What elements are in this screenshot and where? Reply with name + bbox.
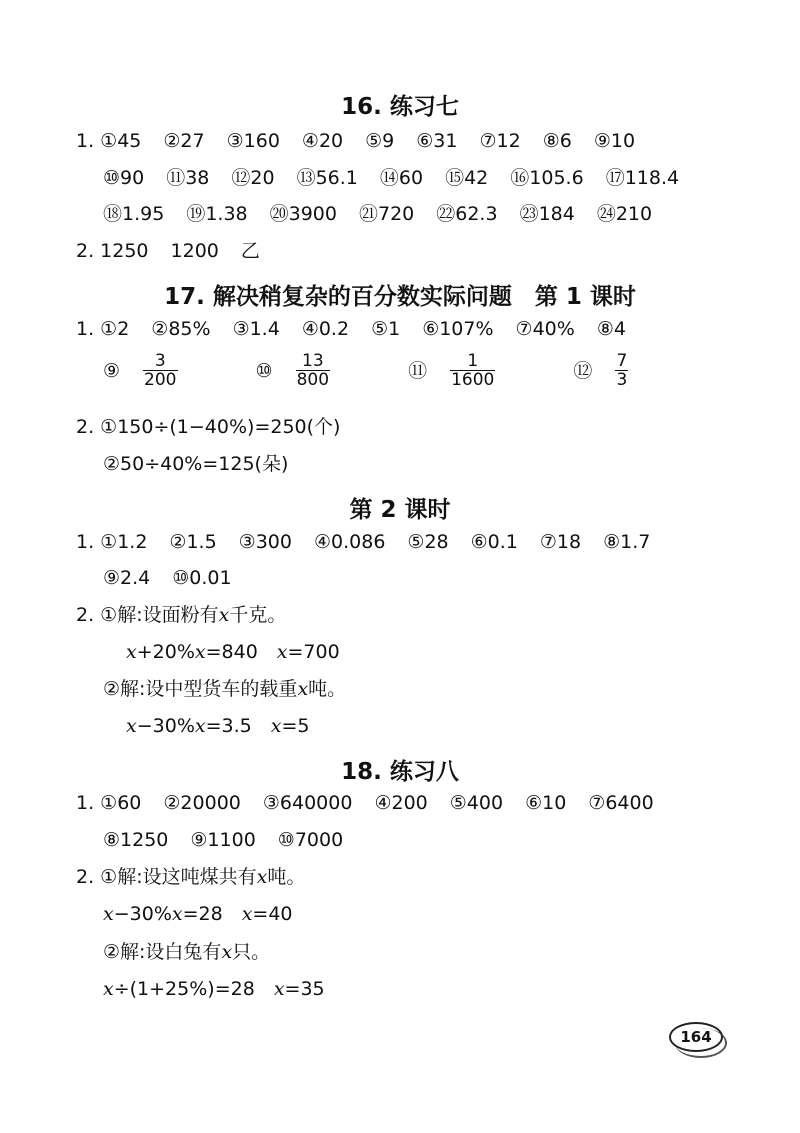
- answer: ⑲1.38: [186, 203, 248, 225]
- fraction-answer: ⑨ $\frac{3}{200}$: [103, 351, 177, 390]
- answer: ㉓184: [519, 203, 575, 225]
- answer: ②27: [163, 130, 205, 152]
- answer: 1. ①1.2: [76, 531, 148, 553]
- s17-fraction-line: [103, 352, 700, 389]
- answer: 1200: [170, 240, 219, 262]
- answer: ⑦40%: [515, 318, 575, 340]
- answer: ⑱1.95: [103, 203, 165, 225]
- answer: ⑤9: [365, 130, 395, 152]
- answer: ③160: [226, 130, 280, 152]
- answer: ⑦6400: [588, 792, 654, 814]
- answer: ④200: [374, 792, 428, 814]
- answer: ⑤28: [407, 531, 449, 553]
- answer: ㉒62.3: [436, 203, 498, 225]
- answer: 1. ①45: [76, 130, 142, 152]
- answer: ②1.5: [169, 531, 217, 553]
- answer: ⑨1100: [190, 829, 256, 851]
- s16-line-3: [103, 202, 674, 226]
- answer: ⑦12: [479, 130, 521, 152]
- answer: ⑩90: [103, 167, 145, 189]
- answer: ⑤1: [371, 318, 401, 340]
- answer: ⑰118.4: [605, 167, 680, 189]
- answer: ⑪38: [166, 167, 210, 189]
- fraction-answer: ⑫ $\frac{7}{3}$: [573, 351, 628, 390]
- s18-line-1: [76, 791, 676, 815]
- answer: ⑥0.1: [470, 531, 518, 553]
- s17-line-7: [76, 603, 296, 627]
- fraction-answer: ⑩ $\frac{13}{800}$: [255, 351, 330, 390]
- answer: ⑧1.7: [603, 531, 651, 553]
- answer: ⑩7000: [277, 829, 344, 851]
- answer: ④20: [301, 130, 344, 152]
- s17-line-5: [76, 530, 672, 554]
- s17-line-9: ②解:设中型货车的载重x吨。: [103, 678, 347, 700]
- answer: ⑳3900: [269, 203, 337, 225]
- s18-line-3: 2. ①解:设这吨煤共有x吨。: [76, 866, 306, 888]
- answer: ⑬56.1: [296, 167, 358, 189]
- page-number: 164: [669, 1022, 723, 1052]
- text: 2. ①解:设面粉有x千克。: [76, 604, 287, 626]
- answer: ⑮42: [445, 167, 489, 189]
- s16-line-1: [76, 129, 657, 153]
- answer: 乙: [240, 240, 260, 262]
- answer: ⑯105.6: [510, 167, 584, 189]
- s17-line-3: 2. ①150÷(1−40%)=250(个): [76, 416, 341, 438]
- s17-line-8: x+20%x=840 x=700: [126, 641, 340, 663]
- answer: ⑥107%: [422, 318, 494, 340]
- answer: ⑥10: [525, 792, 567, 814]
- answer: ⑨10: [593, 130, 636, 152]
- answer: ③300: [238, 531, 292, 553]
- answer: ⑥31: [416, 130, 458, 152]
- s17-line-1: [76, 317, 648, 341]
- section-17-title: 17. 解决稍复杂的百分数实际问题 第 1 课时: [164, 284, 636, 310]
- s16-line-4: [76, 239, 282, 263]
- answer: ④0.2: [301, 318, 350, 340]
- answer: ④0.086: [313, 531, 386, 553]
- answer: 1. ①2: [76, 318, 130, 340]
- answer: ⑤400: [449, 792, 504, 814]
- s18-line-6: x÷(1+25%)=28 x=35: [103, 978, 325, 1000]
- lesson-2-title: 第 2 课时: [349, 497, 451, 523]
- answer: ⑩0.01: [172, 567, 232, 589]
- s17-line-10: x−30%x=3.5 x=5: [126, 715, 310, 737]
- answer: ⑧6: [542, 130, 572, 152]
- s16-line-2: [103, 166, 701, 190]
- s17-line-6: [103, 566, 254, 590]
- answer: ⑧1250: [103, 829, 169, 851]
- answer: ⑨2.4: [103, 567, 151, 589]
- answer: ③640000: [262, 792, 353, 814]
- answer: ⑧4: [596, 318, 626, 340]
- answer: ③1.4: [232, 318, 280, 340]
- s17-line-4: ②50÷40%=125(朵): [103, 453, 289, 475]
- answer: 1. ①60: [76, 792, 142, 814]
- answer: ⑦18: [539, 531, 582, 553]
- answer: ⑫20: [231, 167, 275, 189]
- answer: ②85%: [151, 318, 211, 340]
- s18-line-4: x−30%x=28 x=40: [103, 903, 293, 925]
- s18-line-5: ②解:设白兔有x只。: [103, 941, 271, 963]
- answer: ⑭60: [379, 167, 424, 189]
- fraction-answer: ⑪ $\frac{1}{1600}$: [408, 351, 495, 390]
- section-18-title: 18. 练习八: [341, 759, 459, 785]
- s18-line-2: [103, 828, 365, 852]
- answer: ㉑720: [358, 203, 415, 225]
- answer: ㉔210: [596, 203, 653, 225]
- answer: 2. 1250: [76, 240, 149, 262]
- answer: ②20000: [163, 792, 241, 814]
- section-16-title: 16. 练习七: [341, 94, 459, 120]
